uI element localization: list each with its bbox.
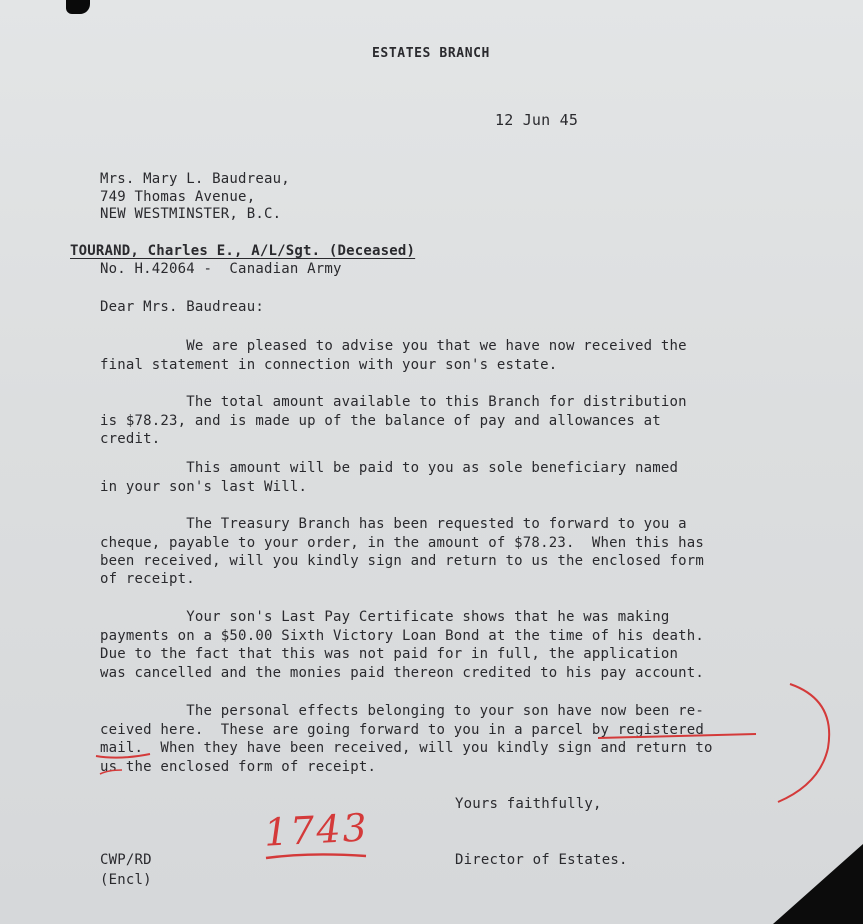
underline-mark xyxy=(96,754,150,758)
paragraph-line: Due to the fact that this was not paid for in full, the application xyxy=(100,646,679,662)
letter-date: 12 Jun 45 xyxy=(495,111,579,129)
paragraph-line: been received, will you kindly sign and return to us the enclosed form xyxy=(100,553,705,569)
paragraph-line: mail. When they have been received, will you kindly sign and return to xyxy=(100,740,713,756)
recipient-city: NEW WESTMINSTER, B.C. xyxy=(100,206,282,222)
recipient-name: Mrs. Mary L. Baudreau, xyxy=(100,171,290,187)
paragraph-line: us the enclosed form of receipt. xyxy=(100,759,377,775)
underline-mark xyxy=(100,770,122,774)
paragraph-line: This amount will be paid to you as sole beneficiary named xyxy=(100,460,679,476)
reference-line-2: No. H.42064 - Canadian Army xyxy=(100,261,342,277)
paragraph-line: is $78.23, and is made up of the balance of pay and allowances at xyxy=(100,413,661,429)
paragraph-line: of receipt. xyxy=(100,571,195,587)
recipient-street: 749 Thomas Avenue, xyxy=(100,189,256,205)
reference-line-1: TOURAND, Charles E., A/L/Sgt. (Deceased) xyxy=(70,243,416,259)
paragraph-line: The Treasury Branch has been requested to forward to you a xyxy=(100,516,687,532)
underline-mark xyxy=(598,734,756,738)
margin-bracket-mark xyxy=(778,684,829,802)
paragraph-line: in your son's last Will. xyxy=(100,479,308,495)
paragraph-line: The personal effects belonging to your son have now been re- xyxy=(100,703,705,719)
signatory: Director of Estates. xyxy=(455,852,628,868)
letter-header: ESTATES BRANCH xyxy=(372,46,490,61)
paragraph-line: payments on a $50.00 Sixth Victory Loan Bond at the time of his death. xyxy=(100,628,705,644)
salutation: Dear Mrs. Baudreau: xyxy=(100,299,264,315)
number-underline-mark xyxy=(266,854,366,858)
paragraph-line: ceived here. These are going forward to you in a parcel by registered xyxy=(100,722,705,738)
enclosure: (Encl) xyxy=(100,872,152,888)
paragraph-line: We are pleased to advise you that we have now received the xyxy=(100,338,687,354)
paragraph-line: Your son's Last Pay Certificate shows that he was making xyxy=(100,609,670,625)
paragraph-line: final statement in connection with your son's estate. xyxy=(100,357,558,373)
initials: CWP/RD xyxy=(100,852,152,868)
paragraph-line: The total amount available to this Branch for distribution xyxy=(100,394,687,410)
closing: Yours faithfully, xyxy=(455,796,602,812)
paragraph-line: cheque, payable to your order, in the amount of $78.23. When this has xyxy=(100,535,705,551)
paragraph-line: was cancelled and the monies paid thereon credited to his pay account. xyxy=(100,665,705,681)
paragraph-line: credit. xyxy=(100,431,161,447)
handwritten-number: 1743 xyxy=(262,805,370,855)
